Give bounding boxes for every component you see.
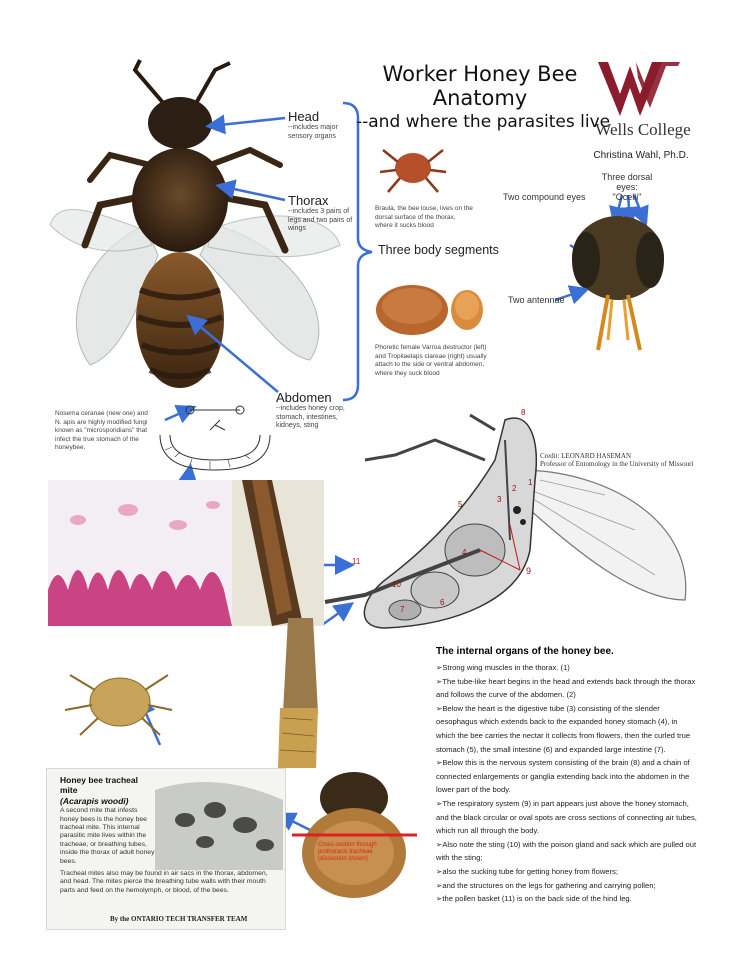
louse-caption: Braula, the bee louse, lives on the dorsal surface of the thorax, where it sucks blood	[375, 205, 473, 229]
tracheal-mite-image	[60, 660, 175, 745]
internal-anatomy-diagram	[305, 400, 700, 635]
bee-thorax-cross-section	[292, 768, 417, 898]
thorax-description: --includes 3 pairs of legs and two pairs of wings	[288, 208, 353, 232]
head-label-group	[288, 109, 358, 141]
ocelli-label-line-1: Three dorsal eyes:	[601, 172, 653, 192]
diagram-number-8: 8	[521, 408, 526, 417]
digestive-tract-diagram	[150, 395, 280, 480]
tracheal-mite-description-2: Tracheal mites also may be found in air sacs in the thorax, abdomen, and head. The mites pierce the breathing tube walls with their mouth parts and feed on the hemolymph, or blood, of the bees.	[60, 870, 268, 894]
wells-college-logo	[596, 58, 682, 118]
bee-louse-image	[378, 138, 448, 200]
diagram-number-9: 9	[526, 566, 532, 576]
organs-item: ➢Below this is the nervous system consisting of the brain (8) and a chain of connected enlargements or ganglia extending back into the abdomen in the lower part of the body.	[436, 758, 690, 795]
credit-line-2: Professor of Entomology in the University of Missouri	[540, 460, 694, 468]
organs-item: ➢the pollen basket (11) is on the back side of the hind leg.	[436, 894, 632, 904]
head-label: Head	[288, 109, 320, 124]
author-name: Christina Wahl, Ph.D.	[593, 150, 689, 161]
page-title	[356, 62, 611, 134]
trachea-micrograph	[155, 770, 283, 870]
internal-organs-text	[436, 645, 698, 906]
diagram-number-4: 4	[462, 548, 467, 557]
credit-line-1: Credit: LEONARD HASEMAN	[540, 452, 631, 460]
organs-heading: The internal organs of the honey bee.	[436, 646, 614, 657]
cross-section-caption: Cross-section through prothoracic tracheae (dissection shown)	[318, 842, 377, 862]
pollen-basket-image	[268, 618, 326, 768]
title-line-1: Worker Honey Bee	[382, 62, 578, 86]
title-line-3: --and where the parasites live	[356, 112, 611, 132]
bee-head-closeup	[568, 210, 668, 360]
diagram-number-2: 2	[512, 484, 517, 493]
tracheal-mite-subtitle: (Acarapis woodi)	[60, 795, 129, 806]
thorax-label: Thorax	[288, 193, 329, 208]
compound-eyes-label: Two compound eyes	[503, 192, 586, 202]
organs-item: ➢The tube-like heart begins in the head and extends back through the thorax and follows the curve of the abdomen. (2)	[436, 676, 696, 700]
diagram-credit	[540, 452, 693, 468]
organs-item: ➢Strong wing muscles in the thorax. (1)	[436, 663, 570, 672]
organs-item: ➢The respiratory system (9) in part appears just above the honey stomach, and the black circular or oval spots are cross sections of connecting air tubes, which run all through the body.	[436, 798, 697, 836]
varroa-caption: Phoretic female Varroa destructor (left) and Tropilaelaps clareae (right) usually attach to the side or ventral abdomen, where they suck blood	[375, 344, 487, 377]
organs-item: ➢also the sucking tube for getting honey from flowers;	[436, 866, 618, 876]
tracheal-mite-text	[60, 776, 155, 866]
ocelli-label-line-2: "Ocelli"	[612, 192, 642, 202]
abdomen-description: --includes honey crop, stomach, intestines, kidneys, sting	[276, 405, 345, 429]
diagram-number-5: 5	[458, 500, 463, 509]
stomach-tissue-micrograph	[48, 480, 232, 626]
diagram-number-1: 1	[528, 478, 533, 487]
diagram-number-6: 6	[440, 598, 445, 607]
varroa-mites-image	[372, 278, 492, 340]
ocelli-label	[592, 172, 662, 202]
diagram-number-11: 11	[352, 557, 361, 566]
diagram-number-7: 7	[400, 605, 405, 614]
diagram-number-3: 3	[497, 495, 502, 504]
thorax-label-group	[288, 193, 358, 234]
antennae-label: Two antennae	[508, 295, 565, 305]
title-line-2: Anatomy	[432, 86, 528, 110]
tracheal-mite-description: A second mite that infests honey bees is the honey bee tracheal mite. This internal parasitic mite lives within the tracheae, or breathing tubes, inside the thorax of adult honey bees.	[60, 807, 155, 865]
organs-item: ➢Also note the sting (10) with the poison gland and sack which are pulled out with the sting;	[436, 839, 697, 863]
abdomen-label: Abdomen	[276, 390, 332, 405]
head-description: --includes major sensory organs	[288, 124, 338, 140]
college-name: Wells College	[595, 120, 691, 139]
tracheal-mite-credit: By the ONTARIO TECH TRANSFER TEAM	[110, 915, 248, 923]
nosema-caption: Nosema ceranae (new one) and N. apis are highly modified fungi known as "microsporidians" that infect the true stomach of the honeybee.	[55, 410, 148, 451]
diagram-number-10: 10	[392, 580, 401, 589]
organs-item: ➢Below the heart is the digestive tube (3) consisting of the slender oesophagus which extends back to the expanded honey stomach (4), in which the bee carries the nectar it collects from flowers, then the curled true stomach (5), the small intestine (6) and expanded large intestine (7).	[436, 703, 691, 754]
organs-item: ➢and the structures on the legs for gathering and carrying pollen;	[436, 880, 656, 890]
tracheal-mite-title: Honey bee tracheal mite	[60, 775, 138, 796]
segments-label: Three body segments	[378, 243, 499, 257]
